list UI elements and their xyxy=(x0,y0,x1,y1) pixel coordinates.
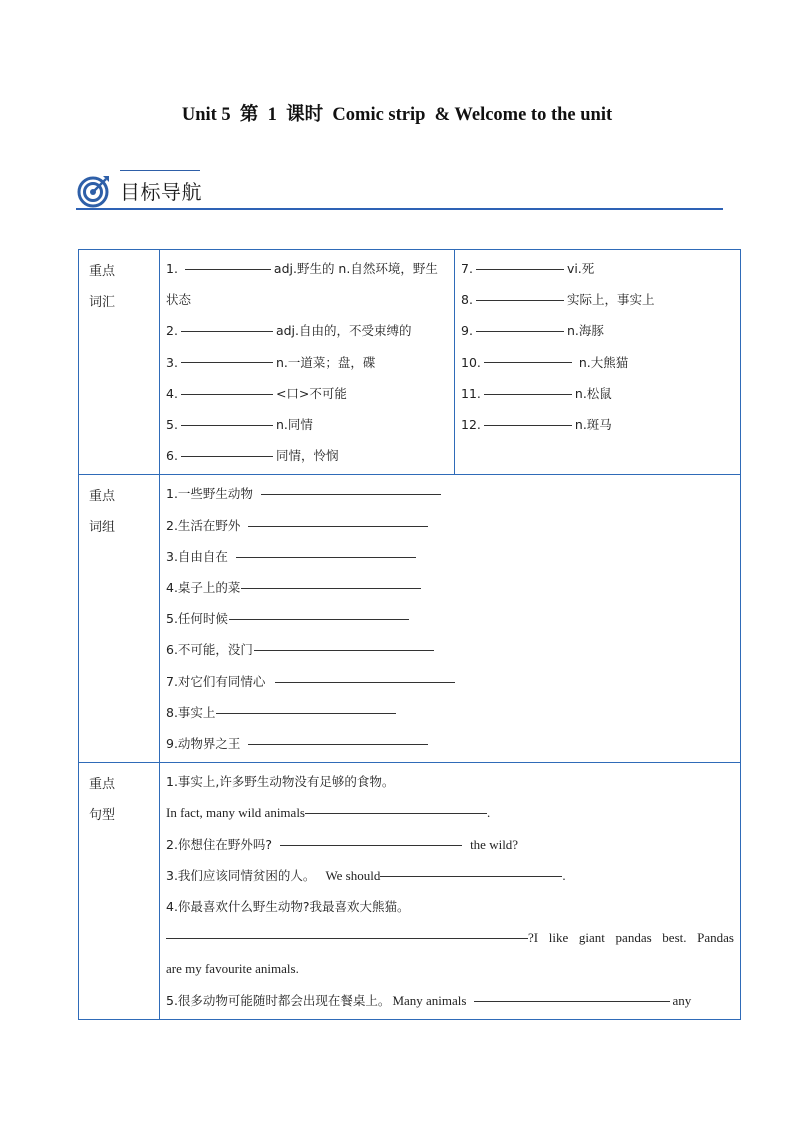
vocab-item-1: 1. adj.野生的 n.自然环境，野生 xyxy=(166,261,438,276)
phrase-item: 9.动物界之王 xyxy=(166,728,740,759)
answer-blank[interactable] xyxy=(254,650,434,651)
answer-blank[interactable] xyxy=(216,713,396,714)
answer-blank[interactable] xyxy=(380,876,562,877)
answer-blank[interactable] xyxy=(181,331,273,332)
answer-blank[interactable] xyxy=(248,526,428,527)
answer-blank[interactable] xyxy=(181,394,273,395)
sentence-2: 2.你想住在野外吗? the wild? xyxy=(166,836,519,852)
section-heading: 目标导航 xyxy=(120,180,202,204)
answer-blank[interactable] xyxy=(476,331,564,332)
study-table xyxy=(78,249,741,1020)
answer-blank[interactable] xyxy=(484,394,572,395)
answer-blank[interactable] xyxy=(275,682,455,683)
vocab-label: 重点 词汇 xyxy=(79,250,160,475)
answer-blank[interactable] xyxy=(280,845,462,846)
phrase-item: 6.不可能，没门 xyxy=(166,634,740,665)
vocab-item-4: 4. <口>不可能 xyxy=(166,385,347,401)
vocab-left xyxy=(160,250,455,475)
vocab-item-5: 5. n.同情 xyxy=(166,417,313,433)
phrase-item: 7.对它们有同情心 xyxy=(166,666,740,697)
sentences-cell xyxy=(160,763,741,1020)
sentence-4-cn: 4.你最喜欢什么野生动物?我最喜欢大熊猫。 xyxy=(166,899,410,915)
phrase-item: 3.自由自在 xyxy=(166,541,740,572)
sentences-row xyxy=(79,763,741,1020)
answer-blank[interactable] xyxy=(181,362,273,363)
answer-blank[interactable] xyxy=(166,938,528,939)
answer-blank[interactable] xyxy=(241,588,421,589)
sentence-4-en-cont: are my favourite animals. xyxy=(166,961,299,977)
phrase-item: 8.事实上 xyxy=(166,697,740,728)
sentence-4-en: ?I like giant pandas best. Pandas xyxy=(166,922,740,953)
vocab-item-9: 9. n.海豚 xyxy=(461,323,604,339)
answer-blank[interactable] xyxy=(236,557,416,558)
vocab-right xyxy=(455,250,741,475)
phrases-cell xyxy=(160,475,741,763)
vocab-item-2: 2. adj.自由的，不受束缚的 xyxy=(166,323,412,339)
phrases-row xyxy=(79,475,741,763)
vocab-item-8: 8. 实际上，事实上 xyxy=(461,292,655,308)
answer-blank[interactable] xyxy=(248,744,428,745)
phrase-item: 5.任何时候 xyxy=(166,603,740,634)
answer-blank[interactable] xyxy=(185,269,271,270)
answer-blank[interactable] xyxy=(484,362,572,363)
vocab-item-11: 11. n.松鼠 xyxy=(461,385,612,401)
sentence-1-en: In fact, many wild animals . xyxy=(166,805,491,821)
sentence-3: 3.我们应该同情贫困的人。 We should . xyxy=(166,867,566,883)
phrase-item: 1.一些野生动物 xyxy=(166,478,740,509)
answer-blank[interactable] xyxy=(484,425,572,426)
sentence-1-cn: 1.事实上,许多野生动物没有足够的食物。 xyxy=(166,774,395,790)
answer-blank[interactable] xyxy=(305,813,487,814)
vocab-item-1-cont: 状态 xyxy=(166,292,192,308)
phrase-item: 2.生活在野外 xyxy=(166,510,740,541)
answer-blank[interactable] xyxy=(476,300,564,301)
nav-top-line xyxy=(120,170,200,171)
answer-blank[interactable] xyxy=(181,456,273,457)
sentence-5: 5.很多动物可能随时都会出现在餐桌上。 Many animals any xyxy=(166,992,692,1008)
sentences-label: 重点 句型 xyxy=(79,763,160,1020)
section-rule xyxy=(76,208,723,210)
target-icon xyxy=(76,173,112,209)
vocab-item-7: 7. vi.死 xyxy=(461,261,595,276)
vocab-item-6: 6. 同情，怜悯 xyxy=(166,448,339,464)
answer-blank[interactable] xyxy=(229,619,409,620)
answer-blank[interactable] xyxy=(474,1001,670,1002)
answer-blank[interactable] xyxy=(476,269,564,270)
vocab-item-3: 3. n.一道菜；盘，碟 xyxy=(166,354,376,370)
vocab-item-10: 10. n.大熊猫 xyxy=(461,354,629,370)
answer-blank[interactable] xyxy=(261,494,441,495)
page-title: Unit 5 第 1 课时 Comic strip & Welcome to the unit xyxy=(181,105,613,125)
vocab-row xyxy=(79,250,741,475)
phrase-item: 4.桌子上的菜 xyxy=(166,572,740,603)
answer-blank[interactable] xyxy=(181,425,273,426)
phrases-label: 重点 词组 xyxy=(79,475,160,763)
vocab-item-12: 12. n.斑马 xyxy=(461,417,612,433)
